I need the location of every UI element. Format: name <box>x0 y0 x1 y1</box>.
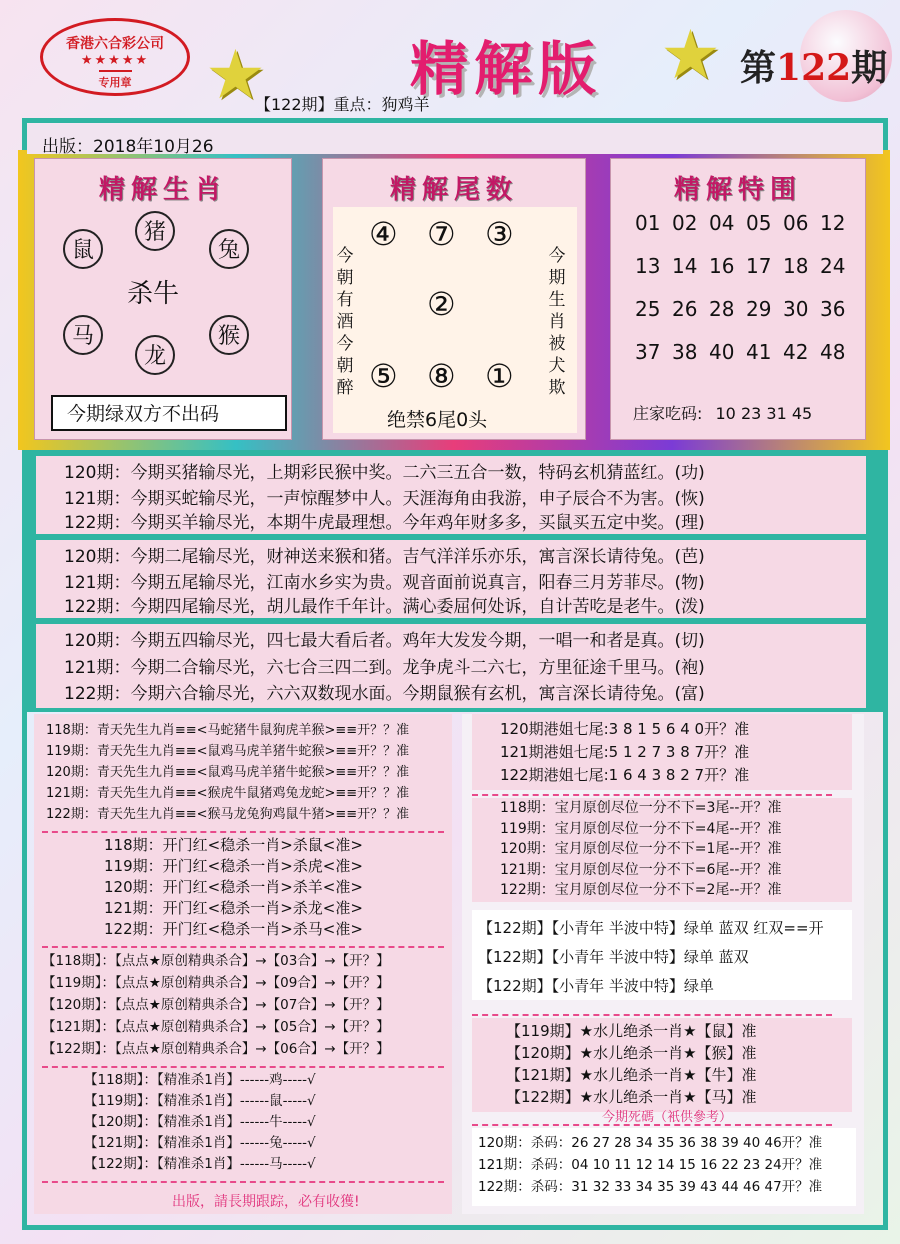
poem-line: 120期：今期买猪输尽光，上期彩民猴中奖。二六三五合一数，特码玄机猜蓝红。(功) <box>64 463 705 483</box>
tail-number: ① <box>485 357 514 395</box>
seven-tail-list <box>500 718 749 787</box>
list-item: 【122期】【小青年 半波中特】绿单 <box>478 977 714 995</box>
poem-block <box>36 624 866 708</box>
open-red-list <box>34 833 452 940</box>
grid-cell: 42 <box>783 340 809 364</box>
banker-codes <box>633 401 812 424</box>
tail-number: ② <box>427 285 456 323</box>
list-item: 118期：宝月原创尽位一分不下=3尾--开？准 <box>500 800 782 816</box>
issue-suffix: 期 <box>851 47 888 89</box>
list-item: 【121期】：【点点★原创精典杀合】→【05合】→【开？】 <box>42 1019 390 1035</box>
poem-line: 122期：今期四尾输尽光，胡儿最作千年计。满心委屈何处诉，自计苦吃是老牛。(泼) <box>64 597 705 617</box>
zodiac-panel-title: 精解生肖 <box>98 175 227 205</box>
zodiac-note: 今期绿双方不出码 <box>51 395 287 431</box>
grid-cell: 16 <box>709 254 735 278</box>
list-item: 【120期】★水儿绝杀一肖★【猴】准 <box>506 1044 757 1062</box>
grid-cell: 04 <box>709 211 735 235</box>
list-item: 【121期】★水儿绝杀一肖★【牛】准 <box>506 1066 757 1084</box>
list-item: 120期：青天先生九肖≡≡<鼠鸡马虎羊猪牛蛇猴>≡≡开？？准 <box>46 765 410 780</box>
list-item: 120期：开门红<稳杀一肖>杀羊<准> <box>104 878 363 896</box>
left-verse: 今朝有酒今朝醉 <box>336 246 354 398</box>
list-item: 【122期】：【精准杀1肖】------马-----√ <box>84 1156 316 1172</box>
kill-combo-list <box>34 948 452 1060</box>
publish-date: 出版：2018年10月26 <box>42 137 214 157</box>
half-wave-list <box>478 914 824 1001</box>
grid-row <box>635 340 857 383</box>
grid-cell: 37 <box>635 340 661 364</box>
list-item: 118期：青天先生九肖≡≡<马蛇猪牛鼠狗虎羊猴>≡≡开？？准 <box>46 723 410 738</box>
list-item: 121期：开门红<稳杀一肖>杀龙<准> <box>104 899 363 917</box>
list-item: 【118期】：【点点★原创精典杀合】→【03合】→【开？】 <box>42 953 390 969</box>
grid-cell: 06 <box>783 211 809 235</box>
poem-line: 121期：今期五尾输尽光，江南水乡实为贵。观音面前说真言，阳春三月芳菲尽。(物) <box>64 573 705 593</box>
list-item: 121期：青天先生九肖≡≡<猴虎牛鼠猪鸡兔龙蛇>≡≡开？？准 <box>46 786 410 801</box>
list-item: 【119期】：【点点★原创精典杀合】→【09合】→【开？】 <box>42 975 390 991</box>
stamp-line1: 香港六合彩公司 <box>66 36 164 52</box>
list-item: 【120期】：【精准杀1肖】------牛-----√ <box>84 1114 316 1130</box>
list-item: 122期：宝月原创尽位一分不下=2尾--开？准 <box>500 882 782 898</box>
zodiac-circle: 马 <box>63 315 103 355</box>
grid-cell: 29 <box>746 297 772 321</box>
list-item: 【122期】：【点点★原创精典杀合】→【06合】→【开？】 <box>42 1041 390 1057</box>
grid-cell: 02 <box>672 211 698 235</box>
stamp-line3: 专用章 <box>99 70 132 90</box>
banker-label: 庄家吃码: <box>633 404 703 423</box>
issue-number <box>740 40 887 91</box>
focus-line: 【122期】重点：狗鸡羊 <box>255 95 430 114</box>
star-icon: ★ <box>660 16 721 95</box>
divider <box>472 794 832 796</box>
grid-cell: 13 <box>635 254 661 278</box>
poem-line: 122期：今期六合输尽光，六六双数现水面。今期鼠猴有玄机，寓言深长请待兔。(富) <box>64 684 705 704</box>
list-item: 【122期】【小青年 半波中特】绿单 蓝双 红双==开 <box>478 919 824 937</box>
list-item: 121期：杀码：04 10 11 12 14 15 16 22 23 24开？准 <box>478 1157 823 1173</box>
list-item: 121期：宝月原创尽位一分不下=6尾--开？准 <box>500 861 782 878</box>
poem-line: 121期：今期二合输尽光，六七合三四二到。龙争虎斗二六七，方里征途千里马。(袍) <box>64 658 705 678</box>
company-stamp <box>40 18 190 96</box>
nine-zodiac-list <box>34 714 452 825</box>
special-panel-title: 精解特围 <box>673 175 802 205</box>
tail-panel-title: 精解尾数 <box>389 175 518 205</box>
poem-line: 120期：今期五四输尽光，四七最大看后者。鸡年大发发今期，一唱一和者是真。(切) <box>64 631 705 651</box>
grid-cell: 48 <box>820 340 846 364</box>
list-item: 【122期】【小青年 半波中特】绿单 蓝双 <box>478 948 749 966</box>
list-item: 122期：青天先生九肖≡≡<猴马龙兔狗鸡鼠牛猪>≡≡开？？准 <box>46 807 410 822</box>
grid-cell: 18 <box>783 254 809 278</box>
banker-values: 10 23 31 45 <box>715 404 813 423</box>
zodiac-circle: 猪 <box>135 211 175 251</box>
list-item: 119期：宝月原创尽位一分不下=4尾--开？准 <box>500 820 782 837</box>
list-item: 120期港姐七尾:3 8 1 5 6 4 0开？准 <box>500 720 750 738</box>
poem-block <box>36 540 866 618</box>
list-item: 120期：宝月原创尽位一分不下=1尾--开？准 <box>500 841 782 857</box>
list-item: 121期港姐七尾:5 1 2 7 3 8 7开？准 <box>500 743 750 761</box>
grid-cell: 17 <box>746 254 772 278</box>
tail-number: ③ <box>485 215 514 253</box>
list-item: 119期：青天先生九肖≡≡<鼠鸡马虎羊猪牛蛇猴>≡≡开？？准 <box>46 744 410 759</box>
kill-zodiac: 杀牛 <box>127 279 180 309</box>
grid-cell: 14 <box>672 254 698 278</box>
zodiac-circle: 猴 <box>209 315 249 355</box>
grid-row <box>635 211 857 254</box>
poem-line: 122期：今期买羊输尽光，本期牛虎最理想。今年鸡年财多多，买鼠买五定中奖。(理) <box>64 513 705 533</box>
list-item: 119期：开门红<稳杀一肖>杀虎<准> <box>104 857 363 875</box>
dead-codes-title: 今期死碼（衹供參考） <box>602 1110 733 1125</box>
tail-footer: 绝禁6尾0头 <box>387 409 488 431</box>
left-column <box>34 714 452 1214</box>
list-item: 122期港姐七尾:1 6 4 3 8 2 7开？准 <box>500 766 750 784</box>
water-kill-list <box>506 1020 757 1108</box>
divider <box>472 1014 832 1016</box>
right-column <box>462 714 864 1214</box>
left-footer: 出版，請長期跟踪，必有收獲! <box>172 1194 360 1210</box>
zodiac-panel <box>34 158 292 440</box>
stamp-stars: ★★★★★ <box>80 53 150 68</box>
list-item: 【120期】：【点点★原创精典杀合】→【07合】→【开？】 <box>42 997 390 1013</box>
treasure-list <box>500 798 781 901</box>
special-grid <box>635 211 857 383</box>
grid-row <box>635 297 857 340</box>
zodiac-circle: 龙 <box>135 335 175 375</box>
tail-panel <box>322 158 586 440</box>
list-item: 【118期】：【精准杀1肖】------鸡-----√ <box>84 1072 316 1088</box>
grid-cell: 26 <box>672 297 698 321</box>
star-icon: ★ <box>205 36 266 115</box>
tail-number: ⑦ <box>427 215 456 253</box>
issue-prefix: 第 <box>740 47 777 89</box>
grid-cell: 05 <box>746 211 772 235</box>
right-verse: 今期生肖被犬欺 <box>548 246 566 398</box>
list-item: 122期：杀码：31 32 33 34 35 39 43 44 46 47开？准 <box>478 1179 823 1195</box>
list-item: 【119期】★水儿绝杀一肖★【鼠】准 <box>506 1022 757 1040</box>
dead-codes-list <box>478 1132 822 1198</box>
issue-value: 122 <box>776 47 852 89</box>
grid-cell: 12 <box>820 211 846 235</box>
grid-cell: 38 <box>672 340 698 364</box>
list-item: 120期：杀码：26 27 28 34 35 36 38 39 40 46开？准 <box>478 1135 823 1151</box>
list-item: 122期：开门红<稳杀一肖>杀马<准> <box>104 920 363 938</box>
poem-block <box>36 456 866 534</box>
page-title: 精解版 <box>410 35 603 103</box>
divider <box>472 1124 832 1126</box>
zodiac-circle: 兔 <box>209 229 249 269</box>
grid-cell: 41 <box>746 340 772 364</box>
tail-number: ④ <box>369 215 398 253</box>
tail-number: ⑤ <box>369 357 398 395</box>
zodiac-circle: 鼠 <box>63 229 103 269</box>
list-item: 【121期】：【精准杀1肖】------兔-----√ <box>84 1135 316 1151</box>
grid-cell: 30 <box>783 297 809 321</box>
list-item: 118期：开门红<稳杀一肖>杀鼠<准> <box>104 836 363 854</box>
grid-cell: 40 <box>709 340 735 364</box>
grid-cell: 28 <box>709 297 735 321</box>
precise-kill-list <box>34 1068 452 1175</box>
list-item: 【122期】★水儿绝杀一肖★【马】准 <box>506 1088 757 1106</box>
poem-line: 121期：今期买蛇输尽光，一声惊醒梦中人。天涯海角由我游，申子辰合不为害。(恢) <box>64 489 705 509</box>
tail-number: ⑧ <box>427 357 456 395</box>
grid-row <box>635 254 857 297</box>
list-item: 【119期】：【精准杀1肖】------鼠-----√ <box>84 1093 316 1109</box>
grid-cell: 24 <box>820 254 846 278</box>
grid-cell: 36 <box>820 297 846 321</box>
poem-line: 120期：今期二尾输尽光，财神送来猴和猪。吉气洋洋乐亦乐，寓言深长请待兔。(芭) <box>64 547 705 567</box>
special-panel <box>610 158 866 440</box>
grid-cell: 25 <box>635 297 661 321</box>
grid-cell: 01 <box>635 211 661 235</box>
